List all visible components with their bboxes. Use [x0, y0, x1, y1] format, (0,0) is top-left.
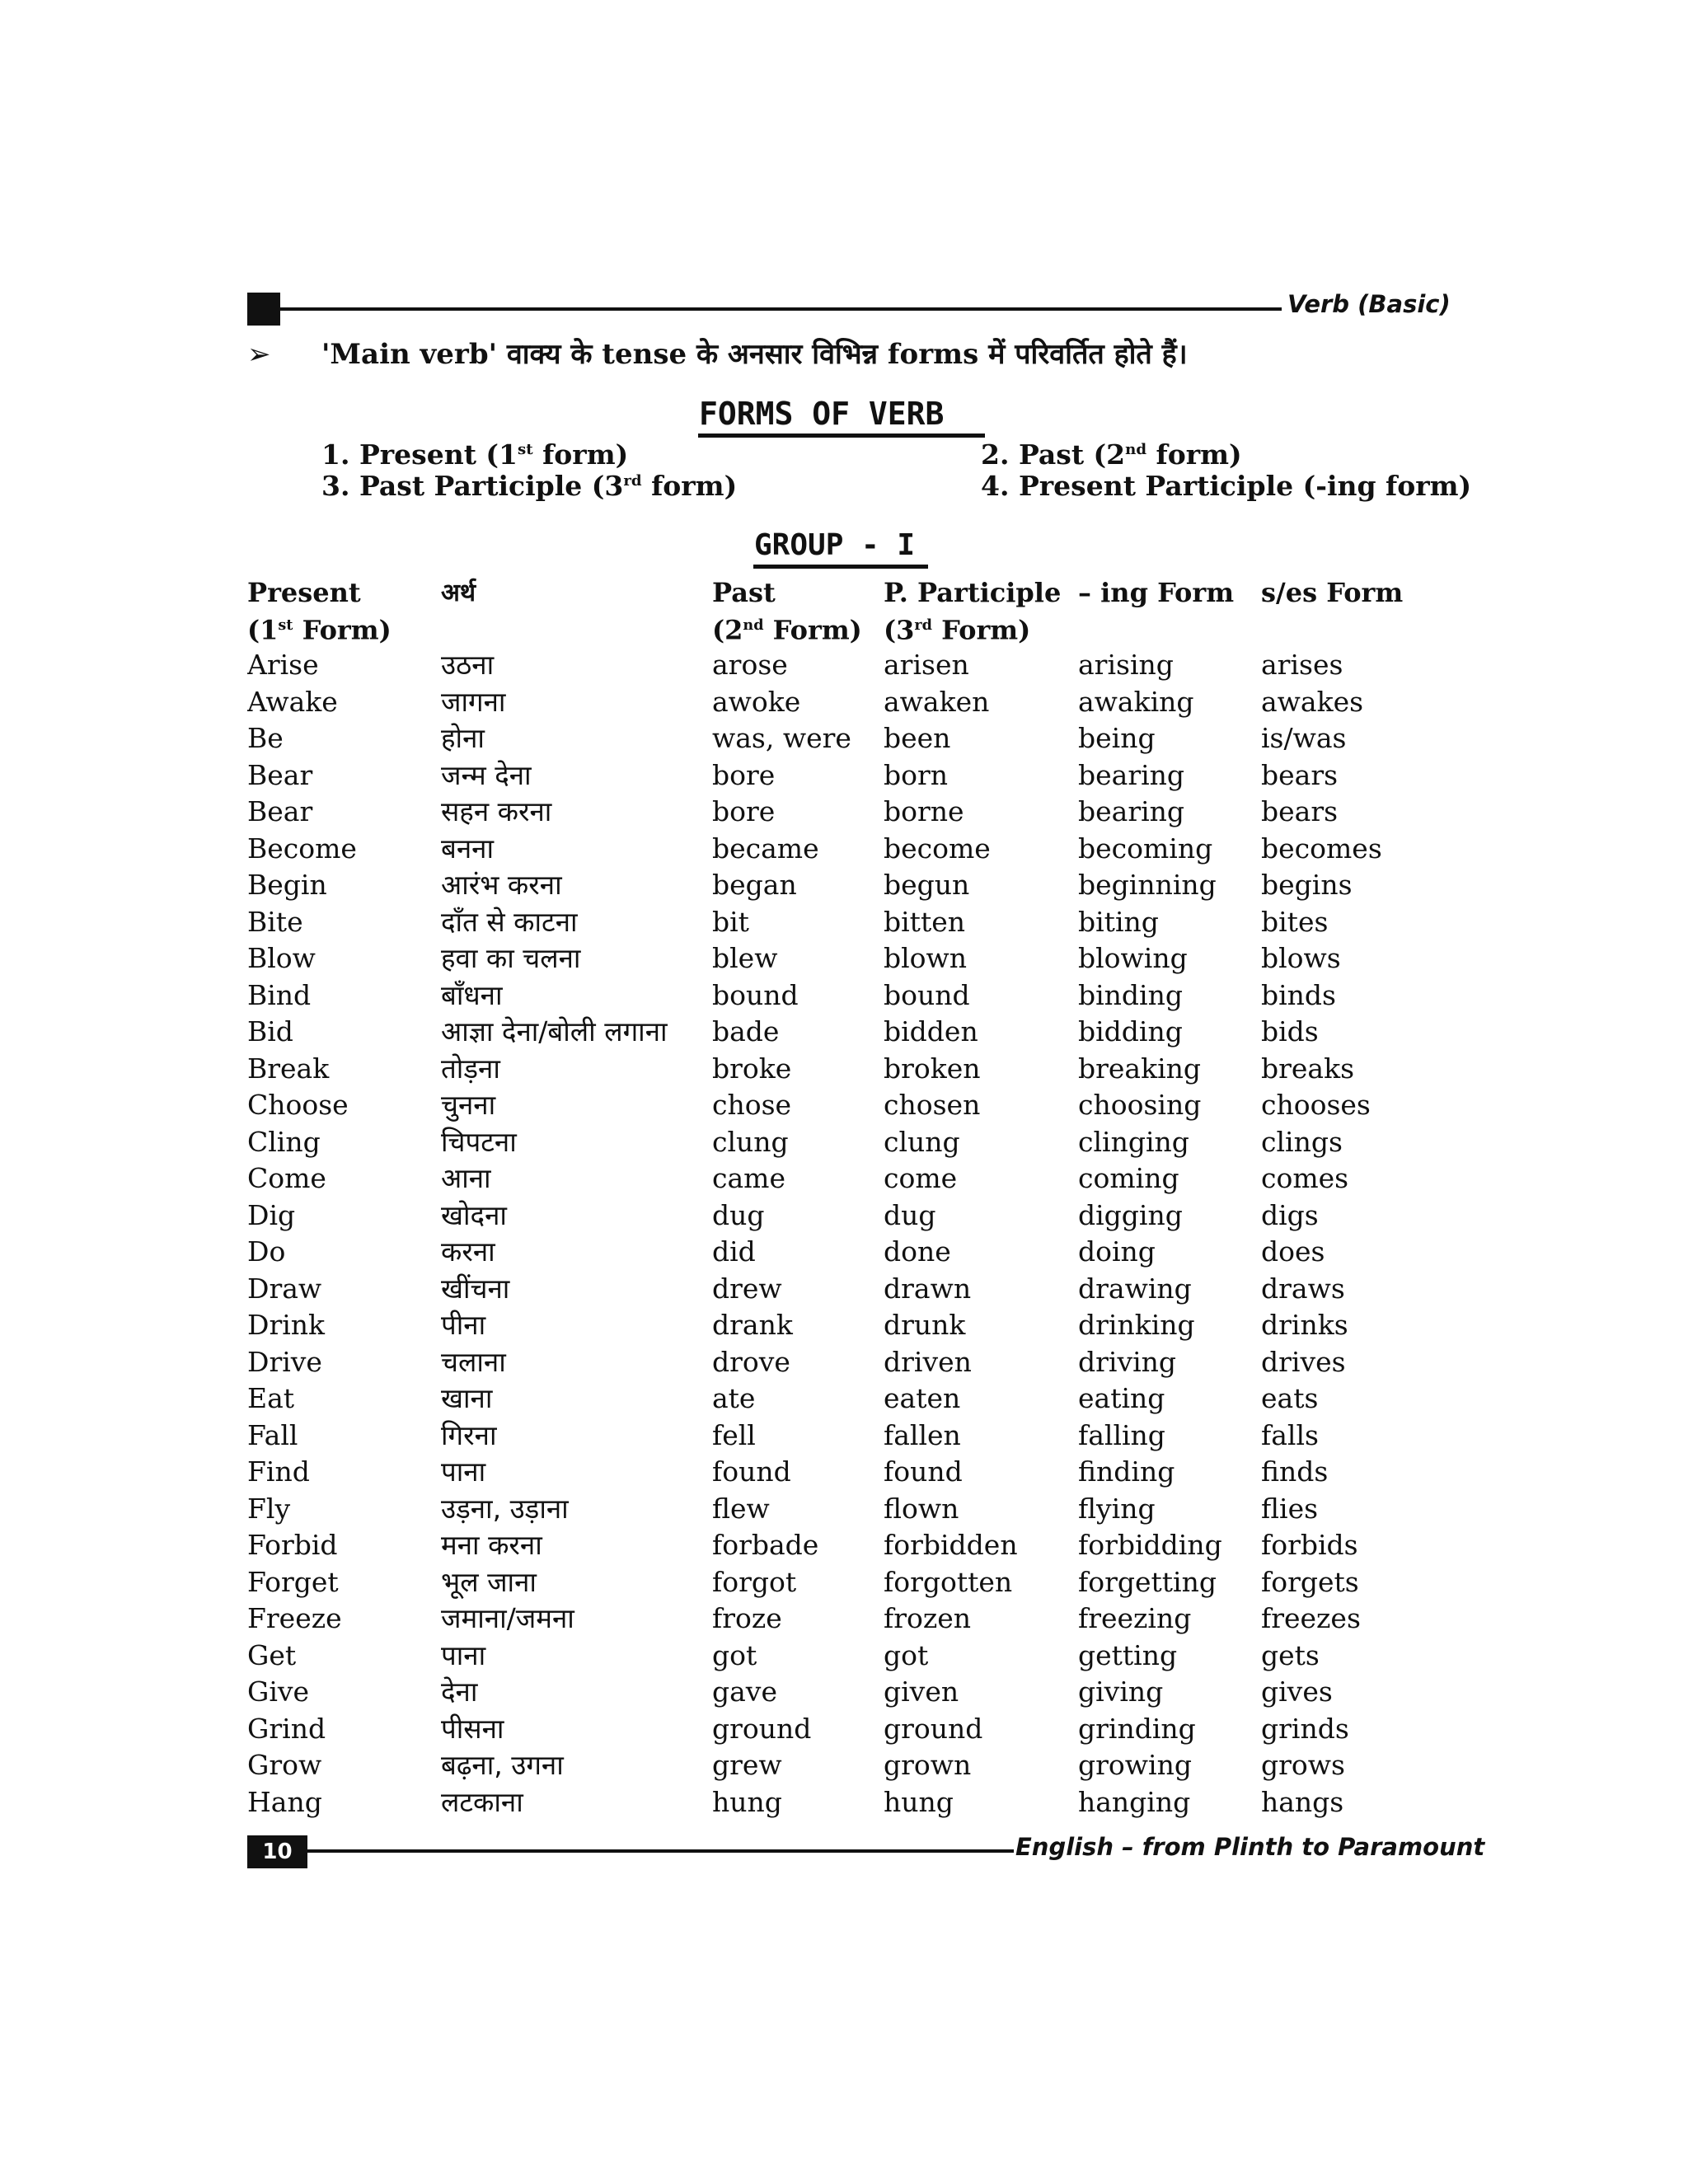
- present-cell: Freeze: [247, 1602, 342, 1634]
- past-cell: forbade: [712, 1529, 819, 1561]
- table-row: [247, 1638, 1434, 1675]
- present-cell: Draw: [247, 1272, 322, 1305]
- past-cell: clung: [712, 1125, 789, 1158]
- participle-cell: bitten: [884, 905, 965, 938]
- present-cell: Bear: [247, 758, 313, 791]
- table-row: [247, 1160, 1434, 1197]
- form-item-past-participle: 3. Past Participle (3rd form): [321, 470, 738, 502]
- past-cell: bit: [712, 905, 749, 938]
- ing-cell: bearing: [1078, 758, 1185, 791]
- participle-cell: found: [884, 1455, 963, 1488]
- ses-cell: chooses: [1261, 1089, 1371, 1121]
- participle-cell: bound: [884, 978, 970, 1011]
- past-cell: gave: [712, 1675, 777, 1708]
- participle-cell: been: [884, 722, 951, 754]
- ses-cell: hangs: [1261, 1785, 1344, 1818]
- participle-cell: given: [884, 1675, 959, 1708]
- table-row: [247, 1380, 1434, 1418]
- ing-cell: doing: [1078, 1235, 1156, 1268]
- meaning-cell: होना: [441, 722, 485, 754]
- ing-cell: flying: [1078, 1492, 1156, 1525]
- ing-cell: arising: [1078, 649, 1174, 681]
- meaning-cell: पीना: [441, 1309, 486, 1341]
- ses-cell: drinks: [1261, 1309, 1348, 1341]
- table-row: [247, 720, 1434, 757]
- meaning-cell: खोदना: [441, 1198, 507, 1231]
- table-row: [247, 1087, 1434, 1124]
- meaning-cell: आना: [441, 1162, 491, 1194]
- past-cell: did: [712, 1235, 756, 1268]
- ses-cell: bears: [1261, 795, 1339, 827]
- past-cell: drank: [712, 1309, 793, 1341]
- past-cell: was, were: [712, 722, 851, 754]
- table-row: [247, 684, 1434, 721]
- ses-cell: blows: [1261, 942, 1341, 974]
- ses-cell: draws: [1261, 1272, 1345, 1305]
- header-marker: [247, 293, 280, 326]
- present-cell: Forbid: [247, 1529, 338, 1561]
- ses-cell: clings: [1261, 1125, 1343, 1158]
- participle-cell: ground: [884, 1712, 983, 1745]
- ses-cell: breaks: [1261, 1052, 1355, 1085]
- participle-cell: driven: [884, 1345, 972, 1378]
- participle-cell: drawn: [884, 1272, 972, 1305]
- present-cell: Grow: [247, 1749, 322, 1781]
- present-cell: Come: [247, 1162, 326, 1194]
- intro-text: 'Main verb' वाक्य के tense के अनसार विभिन्न forms में परिवर्तित होते हैं।: [321, 338, 1188, 371]
- participle-cell: come: [884, 1162, 958, 1194]
- ing-cell: coming: [1078, 1162, 1179, 1194]
- past-cell: ground: [712, 1712, 812, 1745]
- meaning-cell: चुनना: [441, 1089, 496, 1121]
- title-underline: [698, 434, 985, 438]
- table-row: [247, 1344, 1434, 1381]
- present-cell: Fly: [247, 1492, 291, 1525]
- ses-cell: freezes: [1261, 1602, 1361, 1634]
- meaning-cell: भूल जाना: [441, 1565, 537, 1598]
- table-row: [247, 794, 1434, 831]
- meaning-cell: पीसना: [441, 1712, 504, 1745]
- present-cell: Awake: [247, 685, 338, 718]
- table-row: [247, 1418, 1434, 1455]
- ing-cell: getting: [1078, 1638, 1178, 1671]
- past-cell: began: [712, 869, 797, 901]
- ses-cell: begins: [1261, 869, 1353, 901]
- table-row: [247, 1234, 1434, 1271]
- present-cell: Forget: [247, 1565, 339, 1598]
- participle-cell: awaken: [884, 685, 990, 718]
- meaning-cell: जागना: [441, 685, 506, 718]
- past-cell: found: [712, 1455, 791, 1488]
- ing-cell: beginning: [1078, 869, 1217, 901]
- ing-cell: becoming: [1078, 832, 1213, 865]
- past-cell: arose: [712, 649, 788, 681]
- meaning-cell: गिरना: [441, 1418, 497, 1451]
- table-row: [247, 1674, 1434, 1711]
- column-header-ses: s/es Form: [1261, 577, 1404, 608]
- participle-cell: forbidden: [884, 1529, 1018, 1561]
- present-cell: Be: [247, 722, 284, 754]
- meaning-cell: पाना: [441, 1638, 486, 1671]
- ses-cell: flies: [1261, 1492, 1319, 1525]
- ses-cell: forbids: [1261, 1529, 1358, 1561]
- form-item-past: 2. Past (2nd form): [981, 438, 1242, 471]
- ing-cell: being: [1078, 722, 1156, 754]
- meaning-cell: दाँत से काटना: [441, 905, 578, 938]
- ing-cell: breaking: [1078, 1052, 1202, 1085]
- past-cell: chose: [712, 1089, 792, 1121]
- present-cell: Hang: [247, 1785, 322, 1818]
- table-row: [247, 1124, 1434, 1161]
- participle-cell: become: [884, 832, 991, 865]
- header-rule: [280, 307, 1282, 311]
- ses-cell: falls: [1261, 1418, 1319, 1451]
- ses-cell: awakes: [1261, 685, 1364, 718]
- past-cell: bore: [712, 758, 776, 791]
- past-cell: drew: [712, 1272, 782, 1305]
- ing-cell: clinging: [1078, 1125, 1189, 1158]
- table-row: [247, 1454, 1434, 1491]
- table-row: [247, 1711, 1434, 1748]
- participle-cell: grown: [884, 1749, 972, 1781]
- table-row: [247, 1197, 1434, 1235]
- column-header-meaning: अर्थ: [441, 579, 476, 607]
- meaning-cell: बढ़ना, उगना: [441, 1749, 564, 1781]
- ing-cell: finding: [1078, 1455, 1175, 1488]
- ing-cell: forgetting: [1078, 1565, 1217, 1598]
- ing-cell: falling: [1078, 1418, 1165, 1451]
- meaning-cell: जन्म देना: [441, 758, 532, 791]
- ing-cell: freezing: [1078, 1602, 1192, 1634]
- past-cell: froze: [712, 1602, 782, 1634]
- ing-cell: blowing: [1078, 942, 1188, 974]
- table-row: [247, 1784, 1434, 1821]
- ses-cell: digs: [1261, 1198, 1319, 1231]
- table-row: [247, 757, 1434, 794]
- form-item-present: 1. Present (1st form): [321, 438, 629, 471]
- participle-cell: drunk: [884, 1309, 966, 1341]
- present-cell: Choose: [247, 1089, 349, 1121]
- present-cell: Begin: [247, 869, 327, 901]
- form-item-present-participle: 4. Present Participle (-ing form): [981, 470, 1472, 502]
- meaning-cell: चलाना: [441, 1345, 506, 1378]
- past-cell: blew: [712, 942, 778, 974]
- ing-cell: bidding: [1078, 1015, 1183, 1047]
- present-cell: Bear: [247, 795, 313, 827]
- ing-cell: bearing: [1078, 795, 1185, 827]
- verb-table-body: [247, 647, 1434, 1821]
- table-row: [247, 1601, 1434, 1638]
- meaning-cell: बनना: [441, 832, 495, 865]
- meaning-cell: आरंभ करना: [441, 869, 562, 901]
- meaning-cell: पाना: [441, 1455, 486, 1488]
- ses-cell: eats: [1261, 1382, 1319, 1414]
- present-cell: Blow: [247, 942, 316, 974]
- participle-cell: done: [884, 1235, 951, 1268]
- participle-cell: hung: [884, 1785, 954, 1818]
- ing-cell: binding: [1078, 978, 1183, 1011]
- past-cell: grew: [712, 1749, 782, 1781]
- participle-cell: borne: [884, 795, 964, 827]
- present-cell: Break: [247, 1052, 330, 1085]
- past-cell: bore: [712, 795, 776, 827]
- past-cell: broke: [712, 1052, 792, 1085]
- column-header-past: Past (2nd Form): [712, 577, 862, 646]
- meaning-cell: देना: [441, 1675, 478, 1708]
- meaning-cell: चिपटना: [441, 1125, 517, 1158]
- present-cell: Fall: [247, 1418, 298, 1451]
- participle-cell: bidden: [884, 1015, 978, 1047]
- meaning-cell: उठना: [441, 649, 495, 681]
- ing-cell: growing: [1078, 1749, 1192, 1781]
- meaning-cell: लटकाना: [441, 1785, 523, 1818]
- present-cell: Eat: [247, 1382, 295, 1414]
- table-row: [247, 1527, 1434, 1564]
- ing-cell: choosing: [1078, 1089, 1202, 1121]
- ing-cell: awaking: [1078, 685, 1194, 718]
- verb-table: [247, 647, 1434, 1821]
- present-cell: Dig: [247, 1198, 296, 1231]
- meaning-cell: उड़ना, उड़ाना: [441, 1492, 569, 1525]
- ses-cell: does: [1261, 1235, 1325, 1268]
- ses-cell: gets: [1261, 1638, 1320, 1671]
- present-cell: Find: [247, 1455, 310, 1488]
- present-cell: Get: [247, 1638, 297, 1671]
- meaning-cell: तोड़ना: [441, 1052, 500, 1085]
- participle-cell: dug: [884, 1198, 936, 1231]
- meaning-cell: करना: [441, 1235, 495, 1268]
- participle-cell: flown: [884, 1492, 959, 1525]
- ses-cell: bids: [1261, 1015, 1319, 1047]
- table-row: [247, 1491, 1434, 1528]
- past-cell: fell: [712, 1418, 756, 1451]
- ing-cell: biting: [1078, 905, 1159, 938]
- present-cell: Cling: [247, 1125, 321, 1158]
- ing-cell: driving: [1078, 1345, 1177, 1378]
- ing-cell: drawing: [1078, 1272, 1192, 1305]
- participle-cell: begun: [884, 869, 970, 901]
- section-label: Verb (Basic): [1287, 290, 1451, 318]
- meaning-cell: जमाना/जमना: [441, 1602, 574, 1634]
- ing-cell: giving: [1078, 1675, 1164, 1708]
- participle-cell: clung: [884, 1125, 960, 1158]
- table-row: [247, 647, 1434, 684]
- ses-cell: forgets: [1261, 1565, 1359, 1598]
- group-title: GROUP - I: [754, 528, 916, 562]
- page-title: FORMS OF VERB: [699, 396, 945, 432]
- present-cell: Drink: [247, 1309, 326, 1341]
- participle-cell: broken: [884, 1052, 981, 1085]
- meaning-cell: खाना: [441, 1382, 493, 1414]
- participle-cell: chosen: [884, 1089, 981, 1121]
- table-row: [247, 1271, 1434, 1308]
- participle-cell: forgotten: [884, 1565, 1013, 1598]
- ses-cell: comes: [1261, 1162, 1349, 1194]
- present-cell: Bite: [247, 905, 303, 938]
- ses-cell: drives: [1261, 1345, 1346, 1378]
- book-title: English – from Plinth to Paramount: [1015, 1833, 1485, 1861]
- participle-cell: arisen: [884, 649, 969, 681]
- present-cell: Become: [247, 832, 357, 865]
- ses-cell: gives: [1261, 1675, 1333, 1708]
- footer-rule: [307, 1849, 1014, 1853]
- ses-cell: bites: [1261, 905, 1329, 938]
- participle-cell: frozen: [884, 1602, 972, 1634]
- present-cell: Do: [247, 1235, 286, 1268]
- present-cell: Arise: [247, 649, 319, 681]
- present-cell: Bind: [247, 978, 312, 1011]
- ses-cell: finds: [1261, 1455, 1329, 1488]
- past-cell: flew: [712, 1492, 770, 1525]
- meaning-cell: बाँधना: [441, 978, 503, 1011]
- column-header-participle: P. Participle (3rd Form): [884, 577, 1062, 646]
- column-header-present: Present (1st Form): [247, 577, 392, 646]
- meaning-cell: मना करना: [441, 1529, 542, 1561]
- past-cell: got: [712, 1638, 757, 1671]
- meaning-cell: हवा का चलना: [441, 942, 581, 974]
- ses-cell: arises: [1261, 649, 1343, 681]
- past-cell: forgot: [712, 1565, 797, 1598]
- group-underline: [753, 565, 928, 569]
- ing-cell: forbidding: [1078, 1529, 1222, 1561]
- past-cell: bound: [712, 978, 799, 1011]
- ing-cell: eating: [1078, 1382, 1165, 1414]
- ses-cell: is/was: [1261, 722, 1347, 754]
- table-row: [247, 1307, 1434, 1344]
- past-cell: awoke: [712, 685, 801, 718]
- participle-cell: born: [884, 758, 949, 791]
- ing-cell: drinking: [1078, 1309, 1195, 1341]
- ses-cell: grows: [1261, 1749, 1345, 1781]
- table-row: [247, 867, 1434, 904]
- past-cell: came: [712, 1162, 785, 1194]
- past-cell: drove: [712, 1345, 790, 1378]
- past-cell: ate: [712, 1382, 756, 1414]
- table-row: [247, 904, 1434, 941]
- participle-cell: got: [884, 1638, 929, 1671]
- table-row: [247, 1747, 1434, 1784]
- participle-cell: blown: [884, 942, 968, 974]
- past-cell: became: [712, 832, 819, 865]
- table-row: [247, 940, 1434, 977]
- past-cell: bade: [712, 1015, 780, 1047]
- participle-cell: fallen: [884, 1418, 961, 1451]
- ses-cell: grinds: [1261, 1712, 1349, 1745]
- participle-cell: eaten: [884, 1382, 961, 1414]
- past-cell: dug: [712, 1198, 765, 1231]
- meaning-cell: सहन करना: [441, 795, 552, 827]
- ses-cell: bears: [1261, 758, 1339, 791]
- meaning-cell: आज्ञा देना/बोली लगाना: [441, 1015, 668, 1047]
- ing-cell: hanging: [1078, 1785, 1191, 1818]
- present-cell: Drive: [247, 1345, 322, 1378]
- ses-cell: binds: [1261, 978, 1336, 1011]
- present-cell: Grind: [247, 1712, 326, 1745]
- page-number: 10: [247, 1835, 307, 1868]
- present-cell: Bid: [247, 1015, 293, 1047]
- column-header-ing: – ing Form: [1078, 577, 1235, 608]
- table-row: [247, 1014, 1434, 1051]
- ing-cell: digging: [1078, 1198, 1183, 1231]
- past-cell: hung: [712, 1785, 782, 1818]
- table-row: [247, 977, 1434, 1015]
- ing-cell: grinding: [1078, 1712, 1196, 1745]
- table-row: [247, 831, 1434, 868]
- bullet-arrow-icon: ➢: [247, 338, 271, 371]
- present-cell: Give: [247, 1675, 310, 1708]
- ses-cell: becomes: [1261, 832, 1382, 865]
- table-row: [247, 1564, 1434, 1601]
- table-row: [247, 1051, 1434, 1088]
- meaning-cell: खींचना: [441, 1272, 510, 1305]
